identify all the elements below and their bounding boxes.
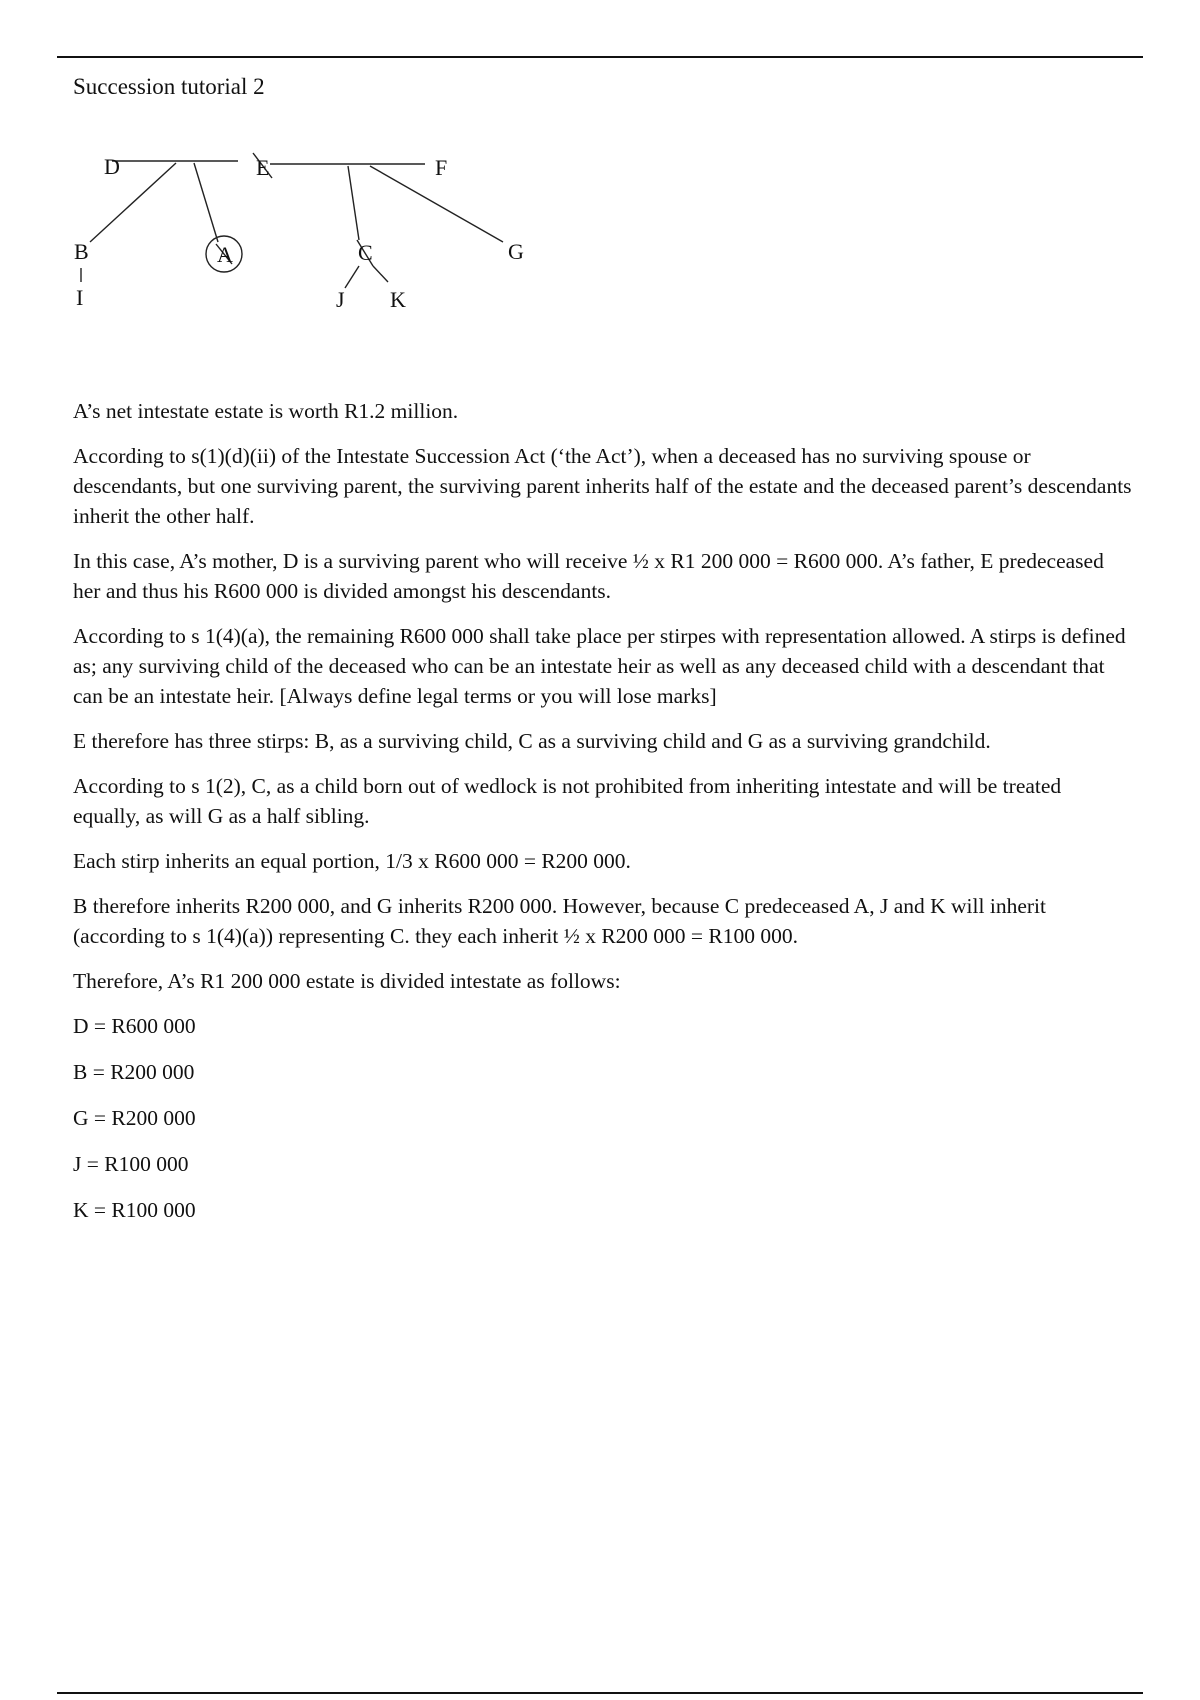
paragraph-division-intro: Therefore, A’s R1 200 000 estate is divided intestate as follows: [73,969,621,993]
tree-line-to-c [348,166,359,240]
node-g: G [508,239,524,264]
result-j: J = R100 000 [73,1152,189,1176]
node-k: K [390,287,406,312]
result-k: K = R100 000 [73,1198,196,1222]
node-e: E [256,155,270,180]
node-a: A [217,242,233,267]
node-d: D [104,154,120,179]
node-c: C [358,240,373,265]
top-rule [57,56,1143,58]
family-tree-diagram [60,150,580,340]
tree-line-to-b [90,163,176,242]
paragraph-equal-portion: Each stirp inherits an equal portion, 1/3 x R600 000 = R200 000. [73,849,631,873]
paragraph-stirpes-definition: According to s 1(4)(a), the remaining R600 000 shall take place per stirpes with representation allowed. A stirps is defined as; any surviving child of the deceased who can be an intestate heir as well as any deceased child with a descendant that can be an intestate heir. [Always define legal terms or you will lose marks] [73,624,1126,708]
paragraph-representation: B therefore inherits R200 000, and G inherits R200 000. However, because C predeceased A, J and K will inherit (according to s 1(4)(a)) representing C. they each inherit ½ x R200 000 = R100 000. [73,894,1046,948]
node-b: B [74,239,89,264]
result-b: B = R200 000 [73,1060,195,1084]
paragraph-three-stirps: E therefore has three stirps: B, as a surviving child, C as a surviving child and G as a surviving grandchild. [73,729,991,753]
node-i: I [76,285,84,310]
node-j: J [336,287,345,312]
paragraph-mother-share: In this case, A’s mother, D is a surviving parent who will receive ½ x R1 200 000 = R600 000. A’s father, E predeceased her and thus his R600 000 is divided amongst his descendants. [73,549,1104,603]
tree-line-to-a [194,163,218,242]
page-header: Succession tutorial 2 [73,74,265,99]
tree-line-to-k [373,266,388,282]
result-d: D = R600 000 [73,1014,196,1038]
result-g: G = R200 000 [73,1106,196,1130]
document-body [73,396,1133,1241]
paragraph-estate-value: A’s net intestate estate is worth R1.2 million. [73,399,459,423]
paragraph-act-section: According to s(1)(d)(ii) of the Intestate Succession Act (‘the Act’), when a deceased has no surviving spouse or descendants, but one surviving parent, the surviving parent inherits half of the estate and the deceased parent’s descendants inherit the other half. [73,444,1132,528]
tree-line-to-j [345,266,359,288]
paragraph-wedlock: According to s 1(2), C, as a child born out of wedlock is not prohibited from inheriting intestate and will be treated equally, as will G as a half sibling. [73,774,1062,828]
node-f: F [435,155,448,180]
bottom-rule [57,1692,1143,1694]
